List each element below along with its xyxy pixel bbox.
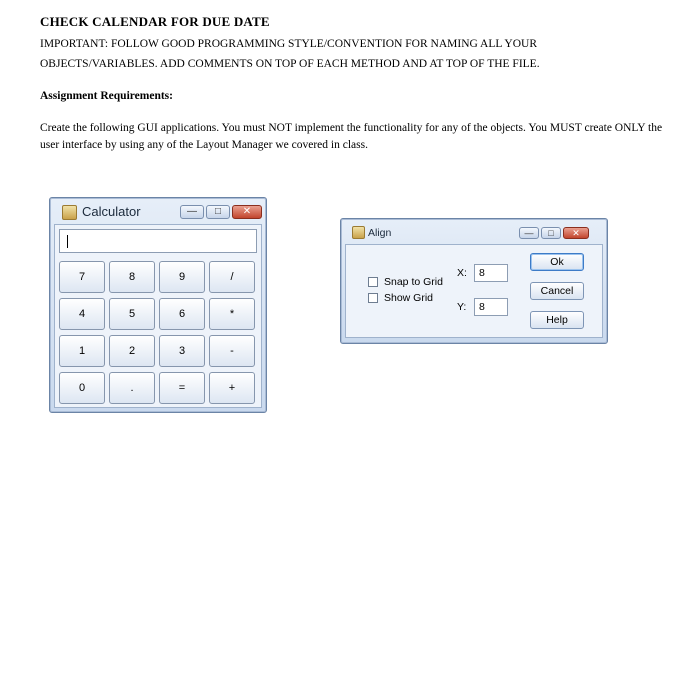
ok-button[interactable]: Ok xyxy=(530,253,584,271)
y-field[interactable]: 8 xyxy=(474,298,508,316)
key-multiply[interactable]: * xyxy=(209,298,255,330)
snap-to-grid-checkbox[interactable] xyxy=(368,277,378,287)
align-window xyxy=(340,218,608,344)
calculator-titlebar[interactable] xyxy=(50,198,266,224)
text-caret xyxy=(67,235,68,248)
requirements-heading: Assignment Requirements: xyxy=(40,90,173,102)
important-note-line2: OBJECTS/VARIABLES. ADD COMMENTS ON TOP OF EACH METHOD AND AT TOP OF THE FILE. xyxy=(40,58,540,70)
calculator-window-controls xyxy=(180,205,262,219)
align-content xyxy=(345,244,603,338)
calculator-window xyxy=(49,197,267,413)
x-field[interactable]: 8 xyxy=(474,264,508,282)
java-app-icon xyxy=(62,205,77,220)
cancel-button[interactable]: Cancel xyxy=(530,282,584,300)
y-label: Y: xyxy=(457,301,467,313)
x-label: X: xyxy=(457,267,467,279)
align-title: Align xyxy=(368,227,392,239)
calculator-title: Calculator xyxy=(82,204,141,219)
important-note-line1: IMPORTANT: FOLLOW GOOD PROGRAMMING STYLE/CONVENTION FOR NAMING ALL YOUR xyxy=(40,38,538,50)
calculator-content xyxy=(54,224,262,408)
key-1[interactable]: 1 xyxy=(59,335,105,367)
key-divide[interactable]: / xyxy=(209,261,255,293)
key-7[interactable]: 7 xyxy=(59,261,105,293)
key-decimal[interactable]: . xyxy=(109,372,155,404)
key-4[interactable]: 4 xyxy=(59,298,105,330)
show-grid-checkbox[interactable] xyxy=(368,293,378,303)
maximize-icon[interactable]: □ xyxy=(541,227,561,239)
minimize-icon[interactable]: — xyxy=(519,227,539,239)
key-8[interactable]: 8 xyxy=(109,261,155,293)
maximize-icon[interactable]: □ xyxy=(206,205,230,219)
align-window-controls xyxy=(519,227,589,239)
key-equals[interactable]: = xyxy=(159,372,205,404)
key-3[interactable]: 3 xyxy=(159,335,205,367)
key-0[interactable]: 0 xyxy=(59,372,105,404)
snap-to-grid-label: Snap to Grid xyxy=(384,276,443,288)
align-titlebar[interactable] xyxy=(341,219,607,245)
calculator-display[interactable] xyxy=(59,229,257,253)
close-icon[interactable]: ✕ xyxy=(563,227,589,239)
requirements-text: Create the following GUI applications. You must NOT implement the functionality for any of the objects. You MUST create ONLY the user interface by using any of the Layout Manager we covered in class. xyxy=(40,122,663,151)
key-2[interactable]: 2 xyxy=(109,335,155,367)
key-minus[interactable]: - xyxy=(209,335,255,367)
key-6[interactable]: 6 xyxy=(159,298,205,330)
key-plus[interactable]: + xyxy=(209,372,255,404)
help-button[interactable]: Help xyxy=(530,311,584,329)
close-icon[interactable]: ✕ xyxy=(232,205,262,219)
page-title: CHECK CALENDAR FOR DUE DATE xyxy=(40,14,270,29)
calculator-keypad xyxy=(59,261,257,404)
key-5[interactable]: 5 xyxy=(109,298,155,330)
show-grid-label: Show Grid xyxy=(384,292,434,304)
key-9[interactable]: 9 xyxy=(159,261,205,293)
java-app-icon xyxy=(352,226,365,239)
minimize-icon[interactable]: — xyxy=(180,205,204,219)
